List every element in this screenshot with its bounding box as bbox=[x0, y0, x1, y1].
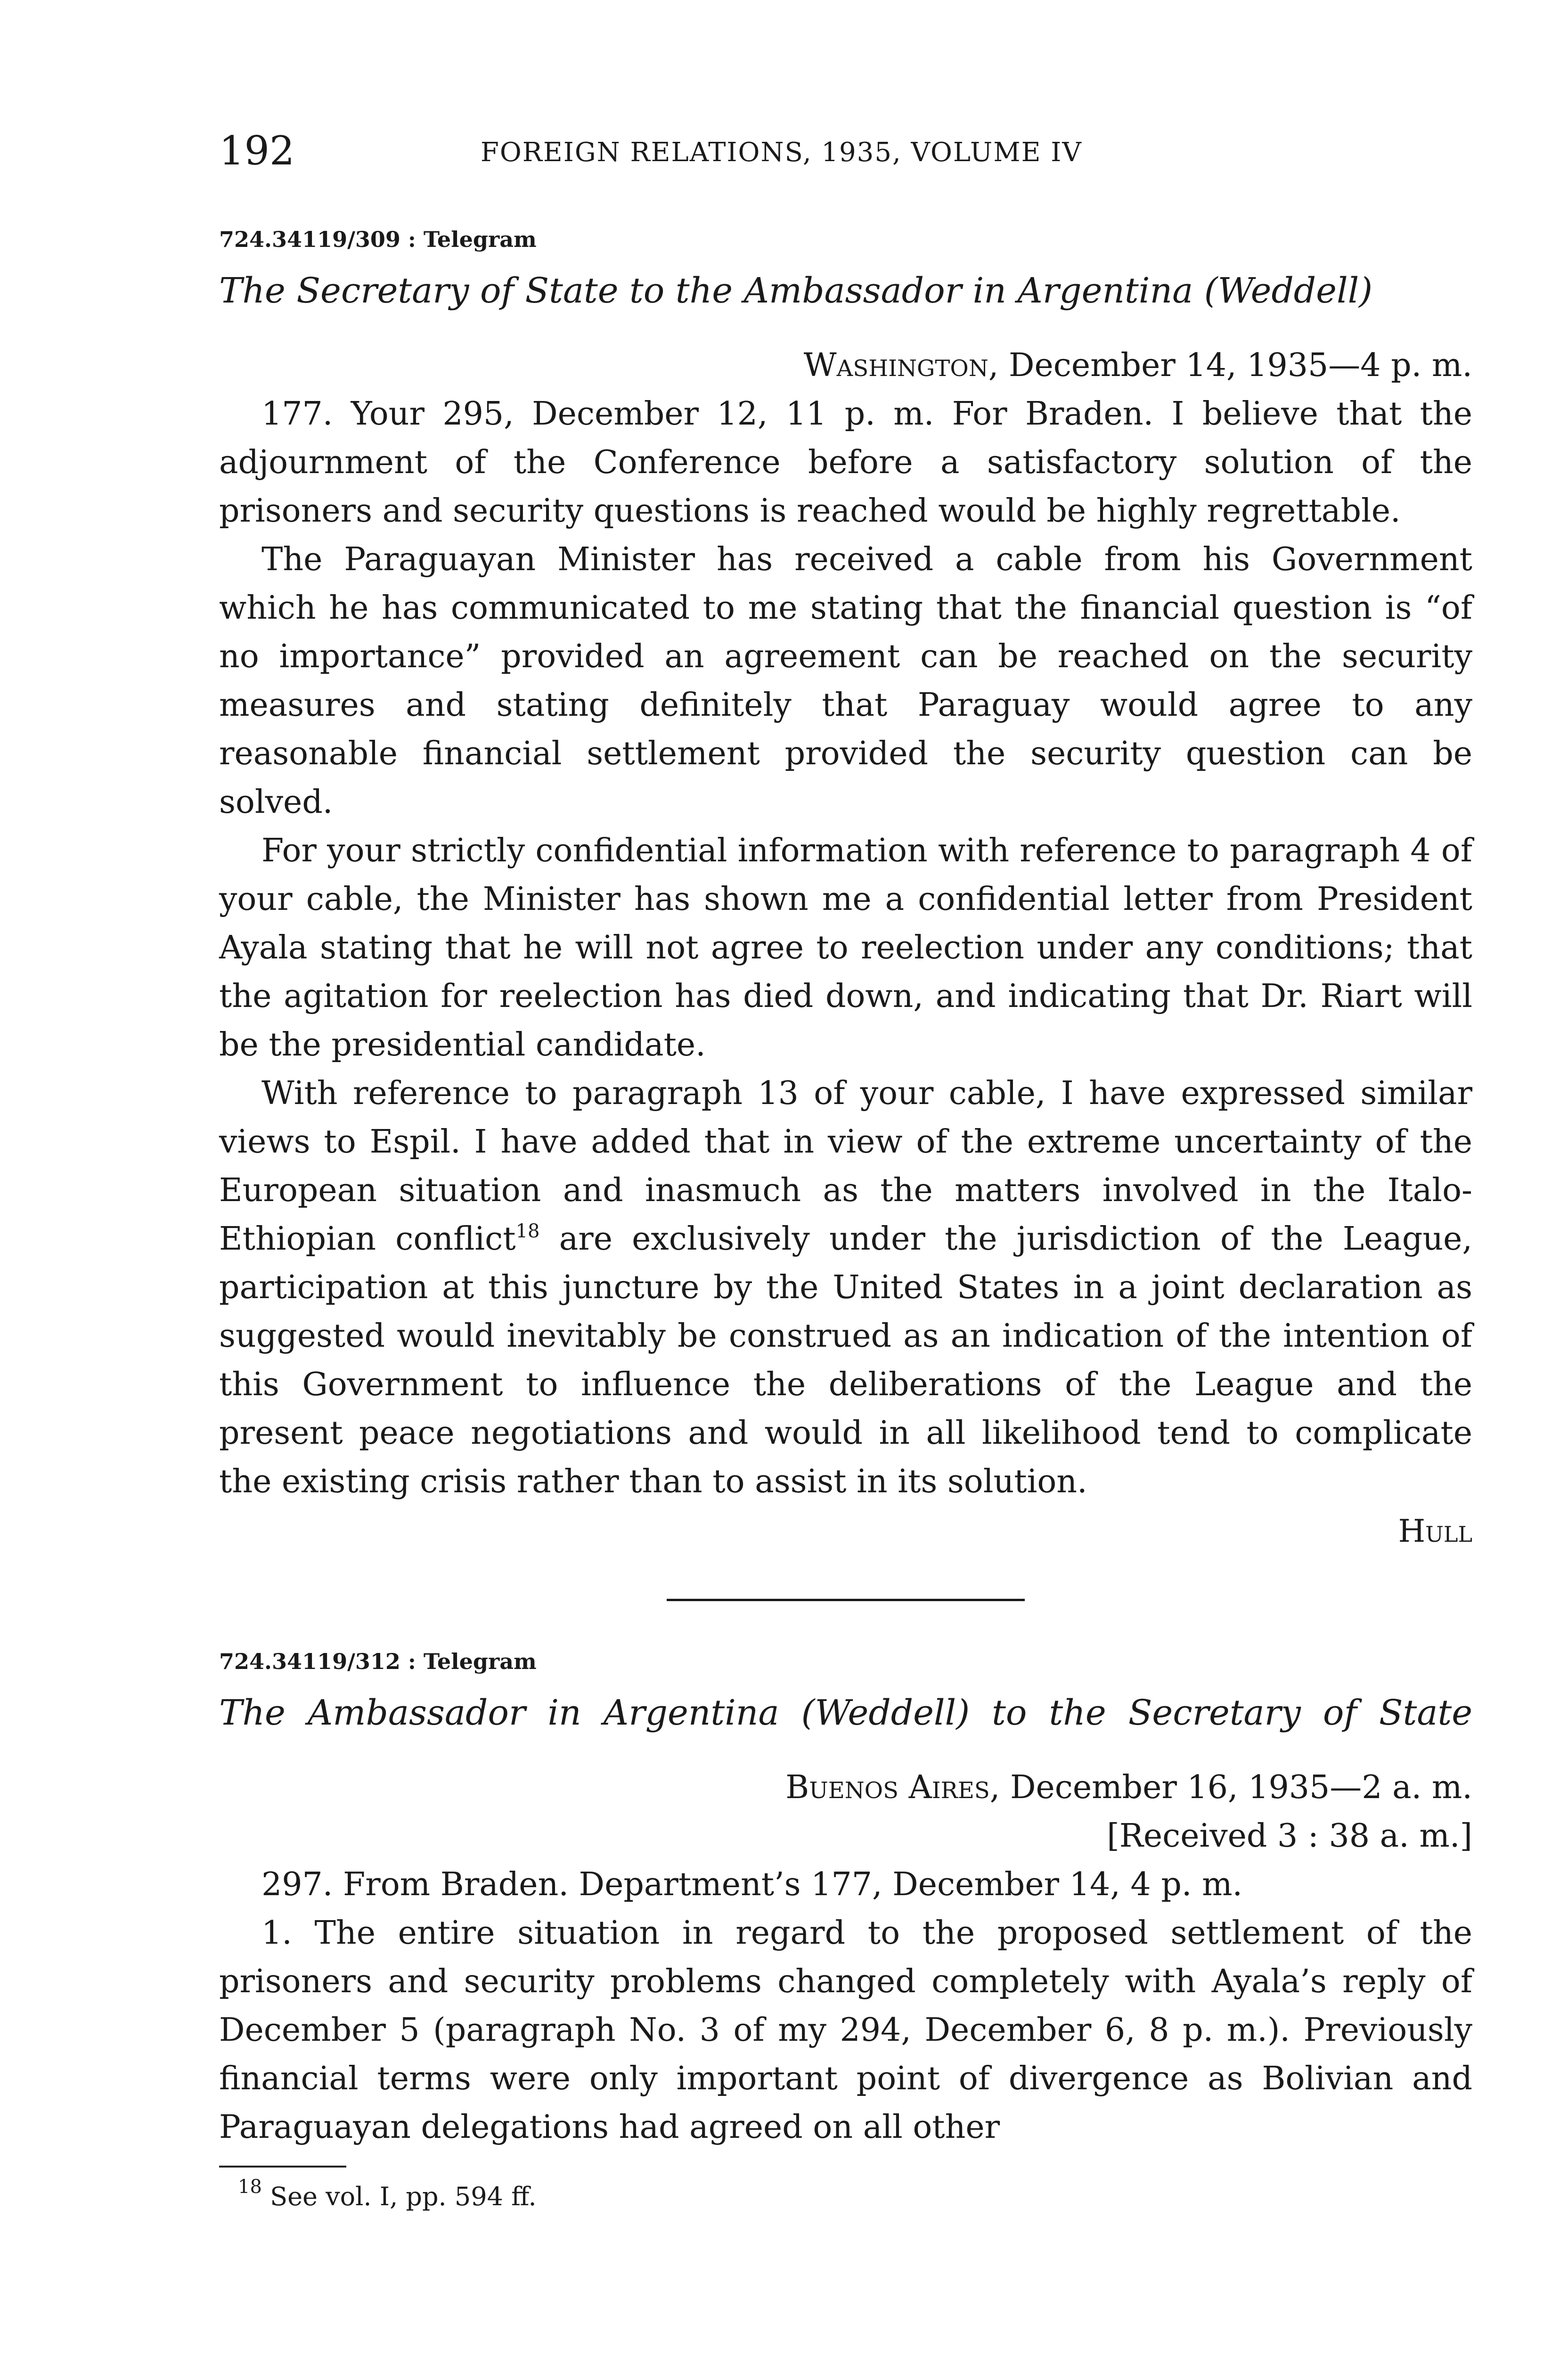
paragraph-text: are exclusively under the jurisdiction of the League, participation at this juncture by the United States in a joint declaration as suggested would inevitably be construed as an indication of the intention of this Government to influence the deliberations of the League and the present peace negotiations and would in all likelihood tend to complicate the existing crisis rather than to assist in its solution. bbox=[219, 1220, 1473, 1500]
paragraph-text: With reference to paragraph 13 of your cable, I have expressed similar views to Espil. I have added that in view of the extreme uncertainty of the European situation and inasmuch as the matters involved in the Italo-Ethiopian conflict bbox=[219, 1075, 1472, 1258]
paragraph bbox=[219, 1069, 1472, 1506]
running-head bbox=[219, 127, 1472, 179]
section-divider bbox=[667, 1599, 1025, 1601]
page-number: 192 bbox=[219, 128, 295, 174]
dateline-date: , December 16, 1935—2 a. m. bbox=[989, 1769, 1472, 1806]
footnote-marker: 18 bbox=[238, 2176, 262, 2198]
document-heading-312: The Ambassador in Argentina (Weddell) to the Secretary of State bbox=[219, 1693, 1472, 1733]
paragraph: For your strictly confidential information with reference to paragraph 4 of your cable, the Minister has shown me a confidential letter from President Ayala stating that he will not agree to reelection under any conditions; that the agitation for reelection has died down, and indicating that Dr. Riart will be the presidential candidate. bbox=[219, 832, 1472, 1063]
received-time: [Received 3 : 38 a. m.] bbox=[1107, 1817, 1472, 1855]
paragraph: 297. From Braden. Department’s 177, December 14, 4 p. m. bbox=[261, 1866, 1243, 1903]
document-heading-309: The Secretary of State to the Ambassador in Argentina (Weddell) bbox=[219, 270, 1373, 311]
paragraph: 177. Your 295, December 12, 11 p. m. For Braden. I believe that the adjournment of the Conference before a satisfactory solution of the prisoners and security questions is reached would be highly regrettable. bbox=[219, 395, 1472, 530]
footnote-text: See vol. I, pp. 594 ff. bbox=[261, 2182, 537, 2211]
dateline-309 bbox=[219, 341, 1472, 390]
document-id-309: 724.34119/309 : Telegram bbox=[219, 227, 537, 252]
footnote-reference: 18 bbox=[515, 1220, 540, 1242]
dateline-date: , December 14, 1935—4 p. m. bbox=[988, 347, 1472, 384]
document-id-312: 724.34119/312 : Telegram bbox=[219, 1649, 537, 1674]
signature: Hull bbox=[1398, 1513, 1472, 1549]
paragraph: The Paraguayan Minister has received a cable from his Government which he has communicated to me stating that the financial question is “of no importance” provided an agreement can be reached on the security measures and stating definitely that Paraguay would agree to any reasonable financial settlement provided the security question can be solved. bbox=[219, 541, 1472, 821]
document-page bbox=[219, 127, 1472, 2216]
running-title: FOREIGN RELATIONS, 1935, VOLUME IV bbox=[481, 137, 1082, 168]
dateline-312 bbox=[219, 1763, 1472, 1812]
dateline-place: Buenos Aires bbox=[785, 1769, 990, 1806]
dateline-place: Washington bbox=[803, 347, 988, 384]
footnote-divider bbox=[219, 2166, 346, 2168]
paragraph: 1. The entire situation in regard to the proposed settlement of the prisoners and security problems changed completely with Ayala’s reply of December 5 (paragraph No. 3 of my 294, December 6, 8 p. m.). Previously financial terms were only important point of divergence as Bolivian and Paraguayan delegations had agreed on all other bbox=[219, 1914, 1472, 2146]
footnote bbox=[238, 2178, 1472, 2216]
